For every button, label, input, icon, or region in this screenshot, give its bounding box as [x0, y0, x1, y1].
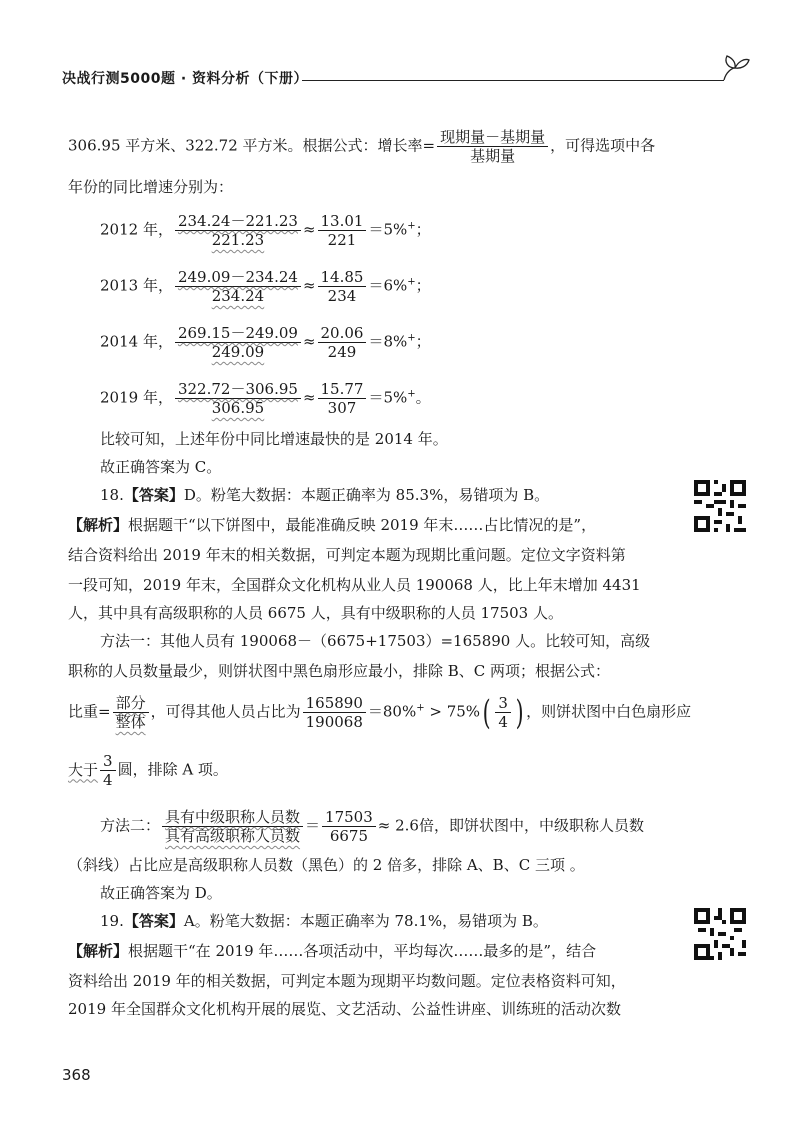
method1-line-2: 职称的人员数量最少，则饼状图中黑色扇形应最小，排除 B、C 两项；根据公式： — [68, 662, 611, 680]
method2-result: ≈ 2.6倍，即饼状图中，中级职称人员数 — [377, 816, 644, 835]
approx-denominator: 221 — [318, 230, 367, 249]
fraction-denominator: 具有高级职称人员数 — [162, 826, 303, 845]
conclusion-1: 比较可知，上述年份中同比增速最快的是 2014 年。 — [100, 430, 448, 448]
approx-denominator: 234 — [318, 286, 367, 305]
question-number: 18. — [100, 486, 124, 504]
q18-analysis-line-4: 人，其中具有高级职称的人员 6675 人，具有中级职称的人员 17503 人。 — [68, 604, 563, 622]
equals-symbol: ＝ — [305, 816, 321, 835]
method1-text: 比重= — [68, 702, 111, 721]
sprout-icon — [718, 52, 752, 82]
calc-year: 2019 年， — [100, 388, 173, 407]
intro-line-2: 年份的同比增速分别为： — [68, 178, 234, 196]
qr-code-icon — [694, 908, 746, 960]
method1-line-3 — [68, 694, 691, 731]
q18-analysis-line-2: 结合资料给出 2019 年末的相关数据，可判定本题为现期比重问题。定位文字资料第 — [68, 546, 626, 564]
intro-line-1 — [68, 128, 655, 165]
q18-analysis-line-3: 一段可知，2019 年末，全国群众文化机构从业人员 190068 人，比上年末增加 4431 — [68, 576, 641, 594]
approx-numerator: 13.01 — [320, 212, 364, 230]
method1-text: ，则饼状图中白色扇形应 — [526, 702, 692, 721]
approx-numerator: 14.85 — [320, 268, 364, 286]
formula-numerator: 部分 — [115, 694, 146, 712]
approx-numerator: 15.77 — [320, 380, 364, 398]
calc-sup: + — [407, 388, 416, 400]
calc-row-2014 — [100, 324, 431, 361]
calc-result: ＝5% — [368, 220, 408, 239]
answer-18-final: 故正确答案为 D。 — [100, 884, 222, 902]
intro-text-suffix: ，可得选项中各 — [550, 136, 656, 155]
calc-year: 2014 年， — [100, 332, 173, 351]
fraction-numerator: 165890 — [305, 694, 363, 712]
approx-fraction — [318, 380, 367, 417]
fraction-numerator: 具有中级职称人员数 — [165, 808, 301, 826]
analysis-text: 根据题干“以下饼图中，最能准确反映 2019 年末……占比情况的是”， — [128, 516, 597, 534]
calc-result: ＝8% — [368, 332, 408, 351]
three-quarters-fraction — [100, 752, 116, 789]
formula-denominator: 基期量 — [437, 146, 548, 165]
other-share-fraction — [303, 694, 366, 731]
calc-end: ； — [415, 276, 431, 295]
running-header: 决战行测5000题 · 资料分析（下册） — [62, 71, 309, 87]
header-rule — [302, 80, 724, 81]
calc-numerator: 322.72－306.95 — [177, 380, 298, 398]
method2-line-2: （斜线）占比应是高级职称人员数（黑色）的 2 倍多，排除 A、B、C 三项 。 — [68, 856, 585, 874]
analysis-tag: 【解析】 — [68, 516, 129, 534]
approx-symbol: ≈ — [302, 388, 316, 407]
growth-formula — [437, 128, 548, 165]
calc-row-2019 — [100, 380, 431, 417]
method1-compare: > 75% — [424, 702, 481, 721]
approx-symbol: ≈ — [302, 276, 316, 295]
analysis-tag: 【解析】 — [68, 942, 129, 960]
calc-denominator: 306.95 — [175, 398, 301, 417]
paren-close: ) — [515, 692, 524, 733]
calc-sup: + — [407, 332, 416, 344]
qr-code-q18[interactable] — [694, 480, 746, 532]
qr-code-icon — [694, 480, 746, 532]
approx-denominator: 307 — [318, 398, 367, 417]
calc-result: ＝5% — [368, 388, 408, 407]
answer-17: 故正确答案为 C。 — [100, 458, 222, 476]
calc-row-2013 — [100, 268, 431, 305]
method1-result: ＝80% — [367, 702, 417, 721]
formula-denominator: 整体 — [113, 712, 149, 731]
method1-text-wavy — [68, 752, 118, 789]
approx-fraction — [318, 268, 367, 305]
calc-numerator: 234.24－221.23 — [177, 212, 298, 230]
calc-year: 2013 年， — [100, 276, 173, 295]
calc-denominator: 249.09 — [175, 342, 301, 361]
fraction-denominator: 4 — [100, 770, 116, 789]
q19-analysis-line-1 — [68, 940, 596, 962]
q19-answer-line — [100, 910, 548, 932]
calc-sup: + — [407, 276, 416, 288]
method2-label: 方法二： — [100, 816, 161, 835]
calc-fraction — [175, 380, 301, 417]
method2-line-1 — [100, 808, 644, 845]
q18-analysis-line-1 — [68, 514, 596, 536]
calc-fraction — [175, 212, 301, 249]
method1-line-4 — [68, 752, 228, 789]
approx-numerator: 20.06 — [320, 324, 364, 342]
calc-numerator: 249.09－234.24 — [177, 268, 298, 286]
fraction-numerator: 17503 — [325, 808, 373, 826]
calc-fraction — [175, 268, 301, 305]
answer-tag: 【答案】 — [123, 912, 184, 930]
q19-analysis-line-2: 资料给出 2019 年的相关数据，可判定本题为现期平均数问题。定位表格资料可知， — [68, 972, 626, 990]
calc-result: ＝6% — [368, 276, 408, 295]
fraction-denominator: 190068 — [303, 712, 366, 731]
fraction-denominator: 6675 — [322, 826, 376, 845]
qr-code-q19[interactable] — [694, 908, 746, 960]
calc-sup: + — [407, 220, 416, 232]
fraction-numerator: 3 — [103, 752, 113, 770]
approx-symbol: ≈ — [302, 332, 316, 351]
calc-end: ； — [415, 220, 431, 239]
page-number: 368 — [62, 1066, 91, 1084]
method1-line-1: 方法一：其他人员有 190068－（6675+17503）=165890 人。比较可知，高级 — [100, 632, 651, 650]
paren-open: ( — [482, 692, 491, 733]
intro-text: 306.95 平方米、322.72 平方米。根据公式：增长率= — [68, 136, 436, 155]
calc-numerator: 269.15－249.09 — [177, 324, 298, 342]
method2-ratio-fraction — [162, 808, 303, 845]
calc-row-2012 — [100, 212, 431, 249]
approx-symbol: ≈ — [302, 220, 316, 239]
calc-denominator: 221.23 — [175, 230, 301, 249]
calc-end: 。 — [415, 388, 431, 407]
calc-end: ； — [415, 332, 431, 351]
fraction-denominator: 4 — [495, 712, 511, 731]
method1-text: 圆，排除 A 项。 — [117, 760, 228, 779]
approx-fraction — [318, 324, 367, 361]
analysis-text: 根据题干“在 2019 年……各项活动中，平均每次……最多的是”，结合 — [128, 942, 597, 960]
answer-text: D。粉笔大数据：本题正确率为 85.3%，易错项为 B。 — [183, 486, 550, 504]
method2-value-fraction — [322, 808, 376, 845]
answer-tag: 【答案】 — [123, 486, 184, 504]
q18-answer-line — [100, 484, 549, 506]
three-quarters-fraction — [495, 694, 511, 731]
question-number: 19. — [100, 912, 124, 930]
answer-text: A。粉笔大数据：本题正确率为 78.1%，易错项为 B。 — [183, 912, 548, 930]
fraction-numerator: 3 — [498, 694, 508, 712]
proportion-formula — [113, 694, 149, 731]
method1-text: 大于 — [68, 760, 99, 779]
q19-analysis-line-3: 2019 年全国群众文化机构开展的展览、文艺活动、公益性讲座、训练班的活动次数 — [68, 1000, 621, 1018]
calc-fraction — [175, 324, 301, 361]
method1-sup: + — [416, 702, 425, 714]
calc-year: 2012 年， — [100, 220, 173, 239]
formula-numerator: 现期量－基期量 — [440, 128, 546, 146]
calc-denominator: 234.24 — [175, 286, 301, 305]
method1-text: ，可得其他人员占比为 — [150, 702, 301, 721]
approx-fraction — [318, 212, 367, 249]
approx-denominator: 249 — [318, 342, 367, 361]
